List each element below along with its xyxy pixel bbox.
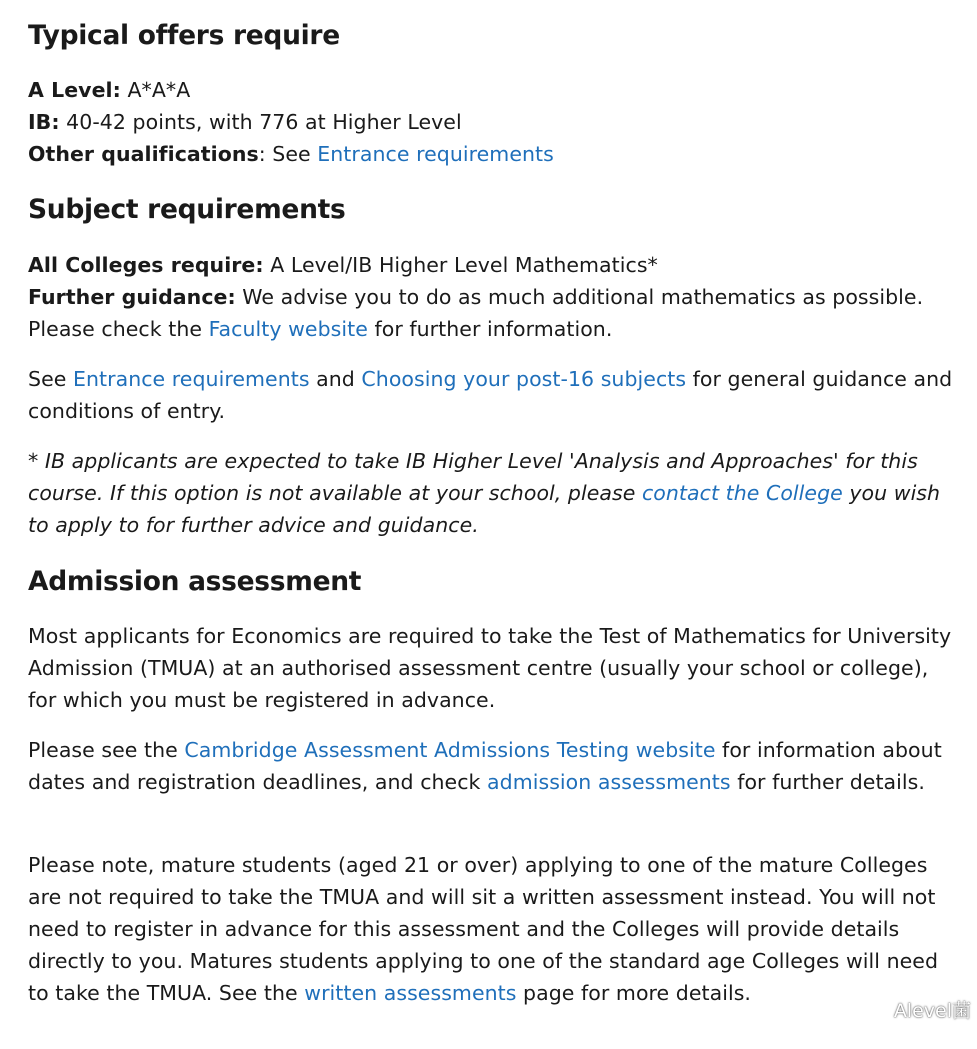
other-qualifications-label: Other qualifications — [28, 142, 259, 166]
admission-assessments-link[interactable]: admission assessments — [487, 770, 731, 794]
watermark — [860, 996, 971, 1023]
contact-college-link[interactable]: contact the College — [641, 481, 843, 505]
assessment-paragraph-1: Most applicants for Economics are required to take the Test of Mathematics for University Admission (TMUA) at an authorised assessment centre (usually your school or college), for which you must be registered in advance. — [28, 624, 952, 712]
typical-offers-list — [28, 74, 554, 170]
assessment-paragraph-3 — [28, 849, 963, 1009]
p3-tail: page for more details. — [516, 981, 752, 1005]
entrance-requirements-link[interactable]: Entrance requirements — [317, 142, 554, 166]
p3-text: Please note, mature students (aged 21 or over) applying to one of the mature Colleges are not required to take the TMUA and will sit a written assessment instead. You will not need to register in advance for this assessment and the Colleges will provide details directly to you. Matures students applying to one of the standard age Colleges will need to take the TMUA. See the — [28, 853, 939, 1005]
faculty-website-link[interactable]: Faculty website — [208, 317, 368, 341]
admission-assessment-heading: Admission assessment — [28, 566, 362, 597]
other-qualifications-text: : See — [258, 142, 318, 166]
entrance-guidance-text — [28, 363, 963, 427]
see-text: See — [28, 367, 73, 391]
a-level-label: A Level: — [28, 78, 121, 102]
further-guidance-text: We advise you to do as much additional mathematics as possible. Please check the — [28, 285, 924, 341]
and-text: and — [309, 367, 362, 391]
further-guidance-label: Further guidance: — [28, 285, 236, 309]
all-colleges-label: All Colleges require: — [28, 253, 264, 277]
subject-requirements-heading: Subject requirements — [28, 194, 346, 225]
ib-label: IB: — [28, 110, 60, 134]
ib-value: 40-42 points, with 776 at Higher Level — [59, 110, 462, 134]
watermark-text: Alevel菌 — [893, 1000, 971, 1022]
choosing-subjects-link[interactable]: Choosing your post-16 subjects — [361, 367, 687, 391]
wechat-icon — [860, 998, 888, 1022]
written-assessments-link[interactable]: written assessments — [304, 981, 517, 1005]
p2-mid: for information about dates and registration deadlines, and check — [28, 738, 942, 794]
cambridge-testing-link[interactable]: Cambridge Assessment Admissions Testing website — [184, 738, 716, 762]
see-tail: for general guidance and conditions of entry. — [28, 367, 953, 423]
entrance-requirements-link-2[interactable]: Entrance requirements — [72, 367, 310, 391]
subject-requirements-text — [28, 249, 963, 345]
ib-note — [28, 445, 963, 541]
p2-text: Please see the — [28, 738, 185, 762]
typical-offers-heading: Typical offers require — [28, 20, 340, 51]
ib-note-text: * IB applicants are expected to take IB Higher Level 'Analysis and Approaches' for this course. If this option is not available at your school, please — [28, 449, 918, 505]
p2-tail: for further details. — [730, 770, 925, 794]
ib-note-tail: you wish to apply to for further advice and guidance. — [28, 481, 941, 537]
further-guidance-tail: for further information. — [367, 317, 613, 341]
all-colleges-value: A Level/IB Higher Level Mathematics* — [263, 253, 658, 277]
a-level-value: A*A*A — [120, 78, 191, 102]
assessment-paragraph-2 — [28, 734, 963, 798]
